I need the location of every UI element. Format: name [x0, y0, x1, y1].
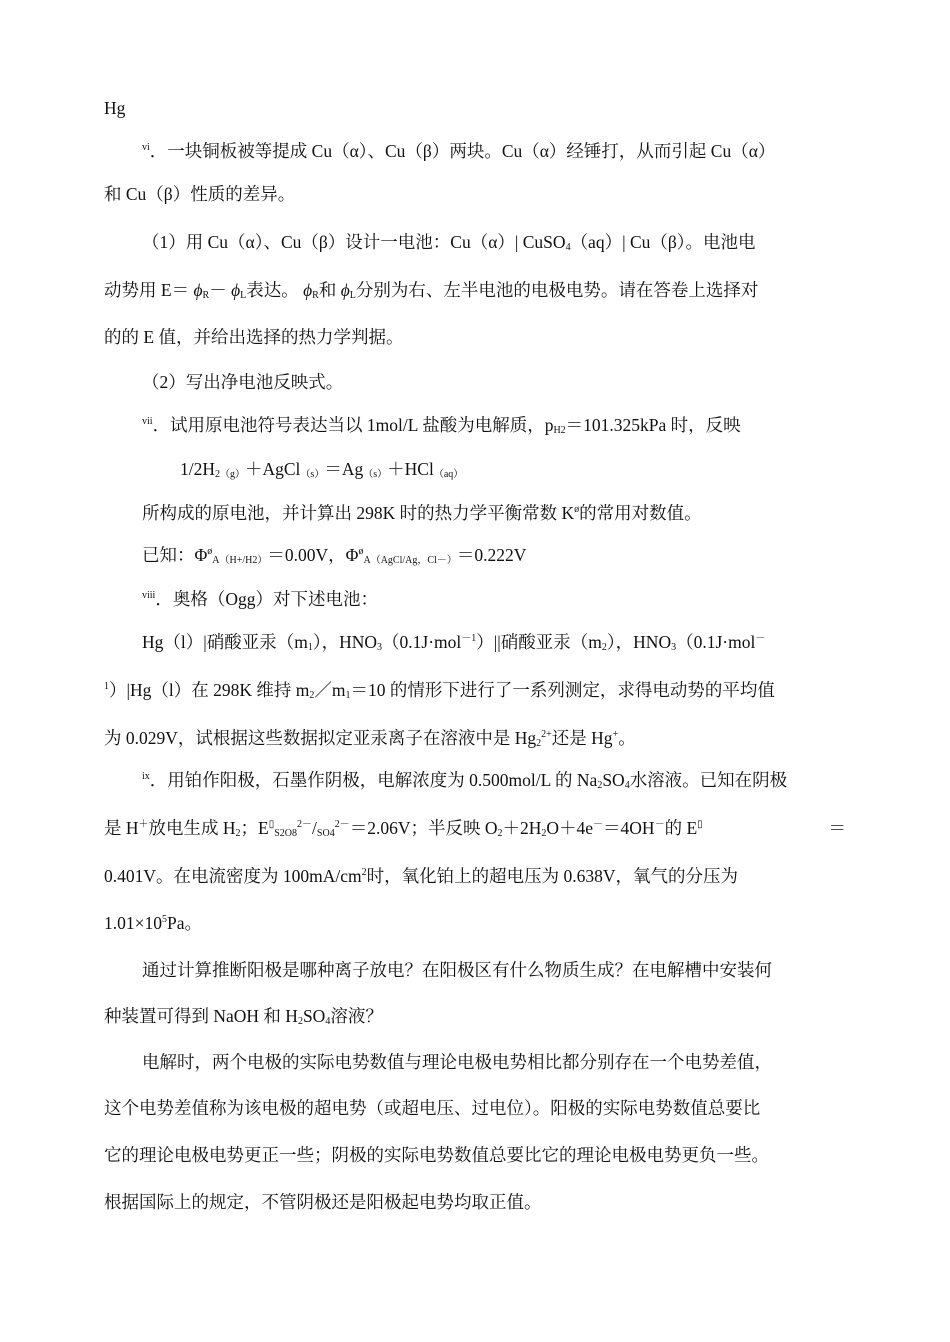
paragraph-line: 电解时，两个电极的实际电势数值与理论电极电势相比都分别存在一个电势差值， — [142, 1052, 772, 1072]
text: 的 E — [664, 818, 698, 838]
subscript: 4 — [325, 1016, 331, 1027]
text: 时，氧化铂上的超电压为 0.638V，氧气的分压为 — [366, 866, 739, 886]
subscript: 2 — [215, 469, 220, 480]
text: （1）用 Cu（α）、Cu（β）设计一电池：Cu（α）| CuSO — [142, 232, 566, 252]
text: ；E — [240, 818, 269, 838]
question-vi-line-1 — [142, 143, 775, 161]
text: Pa。 — [167, 913, 202, 933]
subscript: 2 — [309, 690, 315, 701]
text: 表达。 — [246, 280, 304, 300]
text: ／m — [314, 680, 346, 700]
text: 分别为右、左半电池的电极电势。请在答卷上选择对 — [355, 280, 759, 300]
text: － — [209, 280, 232, 300]
question-viii-line-3 — [104, 682, 775, 700]
roman-numeral: vi — [142, 142, 150, 153]
text: 。 — [618, 728, 636, 748]
text: ＋HCl — [387, 459, 434, 479]
text: ＝Ag — [324, 459, 364, 479]
paragraph-line: 它的理论电极电势更正一些；阴极的实际电势数值总要比它的理论电极电势更负一些。 — [104, 1145, 769, 1165]
subscript: R — [202, 290, 210, 301]
subscript: （AgCl/Ag，Cl－） — [370, 555, 457, 566]
known-values — [142, 547, 526, 565]
text: Hg（l）|硝酸亚汞（m — [142, 632, 308, 652]
question-viii-line-2 — [142, 634, 765, 652]
text-line: Hg — [104, 98, 126, 118]
subscript: 2 — [297, 1016, 303, 1027]
paragraph-line: 根据国际上的规定，不管阴极还是阳极起电势均取正值。 — [104, 1192, 542, 1212]
superscript: ▯ — [268, 819, 275, 830]
text: ＝0.00V，Φ — [267, 545, 359, 565]
text: ）|Hg（l）在 298K 维持 m — [109, 680, 310, 700]
text: ．一块铜板被等提成 Cu（α）、Cu（β）两块。Cu（α）经锤打，从而引起 Cu（α） — [149, 141, 776, 161]
text: / — [312, 818, 317, 838]
subscript: S2O8 — [274, 828, 298, 839]
subscript: 2 — [597, 780, 603, 791]
question-viii-line-1 — [142, 591, 378, 609]
subscript: 2 — [497, 828, 503, 839]
text: SO — [602, 770, 625, 790]
question-ix-line-2 — [104, 820, 846, 838]
text: 已知：Φ — [142, 545, 208, 565]
subscript: 2 — [541, 828, 547, 839]
phi-symbol: ϕ — [193, 280, 203, 300]
text: 溶液？ — [330, 1006, 383, 1026]
subscript: 3 — [671, 642, 677, 653]
superscript: －1 — [461, 633, 477, 644]
text: ．试用原电池符号表达当以 1mol/L 盐酸为电解质，p — [152, 415, 554, 435]
phi-symbol: ϕ — [303, 280, 313, 300]
superscript: + — [612, 729, 619, 740]
text: ），HNO — [606, 632, 672, 652]
subscript: 2 — [536, 738, 542, 749]
subscript: R — [312, 290, 319, 301]
text: 放电生成 H — [148, 818, 236, 838]
text: ＝2.06V；半反映 O — [349, 818, 498, 838]
superscript: ø — [207, 546, 213, 557]
question-vi-part1-line-2 — [104, 282, 758, 300]
question-vi-part1-line-1 — [142, 234, 756, 252]
text-segment — [104, 820, 703, 838]
paragraph-line: 通过计算推断阳极是哪种离子放电？在阳极区有什么物质生成？在电解槽中安装何 — [142, 960, 772, 980]
superscript: 2－ — [297, 819, 313, 830]
text: ＋AgCl — [245, 459, 301, 479]
superscript: ø — [358, 546, 364, 557]
subscript: 3 — [377, 642, 383, 653]
text: （0.1J·mol — [382, 632, 462, 652]
reaction-equation — [180, 461, 463, 479]
text: 为 0.029V，试根据这些数据拟定亚汞离子在溶液中是 Hg — [104, 728, 537, 748]
superscript: 2－ — [334, 819, 350, 830]
superscript: － — [593, 819, 604, 830]
subscript: 4 — [624, 780, 630, 791]
superscript: 2+ — [541, 729, 552, 740]
text: （aq）| Cu（β）。电池电 — [570, 232, 756, 252]
question-ix-line-1 — [142, 772, 787, 790]
roman-numeral: ix — [142, 771, 150, 782]
text: 1/2H — [180, 459, 215, 479]
text: ．用铂作阳极，石墨作阴极，电解浓度为 0.500mol/L 的 Na — [149, 770, 598, 790]
subscript: A — [363, 555, 371, 566]
text: 种装置可得到 NaOH 和 H — [104, 1006, 298, 1026]
paragraph-line — [104, 1008, 383, 1026]
paragraph-line: 这个电势差值称为该电极的超电势（或超电压、过电位）。阳极的实际电势数值总要比 — [104, 1098, 761, 1118]
subscript: 2 — [235, 828, 241, 839]
text: O＋4e — [546, 818, 594, 838]
superscript: ＋ — [138, 819, 149, 830]
text: ＝0.222V — [456, 545, 527, 565]
text: 水溶液。已知在阴极 — [629, 770, 788, 790]
text: ＝4OH — [603, 818, 655, 838]
text: 是 H — [104, 818, 139, 838]
question-ix-line-4 — [104, 915, 202, 933]
subscript: 1 — [345, 690, 351, 701]
subscript: H2 — [553, 425, 566, 436]
subscript: （g） — [220, 469, 245, 480]
subscript: （s） — [300, 469, 325, 480]
question-viii-line-4 — [104, 730, 636, 748]
subscript: 4 — [565, 242, 571, 253]
text: 还是 Hg — [551, 728, 613, 748]
subscript: （H+/H2） — [219, 555, 268, 566]
subscript: L — [240, 290, 247, 301]
text: ＝101.325kPa 时，反映 — [565, 415, 741, 435]
text: 和 — [318, 280, 341, 300]
question-vii-line-1 — [142, 417, 741, 435]
subscript: （aq） — [433, 469, 464, 480]
question-ix-line-3 — [104, 868, 738, 886]
text: 0.401V。在电流密度为 100mA/cm — [104, 866, 362, 886]
superscript: 1 — [104, 681, 109, 692]
roman-numeral: viii — [142, 590, 156, 601]
subscript: 2 — [601, 642, 607, 653]
text: 的常用对数值。 — [579, 503, 702, 523]
superscript: － — [654, 819, 665, 830]
text: 1.01×10 — [104, 913, 162, 933]
subscript: 1 — [307, 642, 313, 653]
text: ＝10 的情形下进行了一系列测定，求得电动势的平均值 — [350, 680, 775, 700]
text: ）||硝酸亚汞（m — [476, 632, 602, 652]
subscript: L — [349, 290, 356, 301]
text: 动势用 E＝ — [104, 280, 194, 300]
question-vii-line-3 — [142, 505, 702, 523]
roman-numeral: vii — [142, 416, 153, 427]
subscript: SO4 — [316, 828, 335, 839]
text: ＋2H — [502, 818, 542, 838]
superscript: ø — [574, 504, 580, 515]
text: SO — [302, 1006, 326, 1026]
subscript: （s） — [363, 469, 388, 480]
subscript: A — [212, 555, 220, 566]
question-vi-part1-line-3: 的的 E 值，并给出选择的热力学判据。 — [104, 327, 404, 347]
text: ），HNO — [312, 632, 378, 652]
question-vi-line-2: 和 Cu（β）性质的差异。 — [104, 184, 296, 204]
text: ．奥格（Ogg）对下述电池： — [155, 589, 378, 609]
superscript: － — [755, 633, 766, 644]
text: ＝ — [828, 818, 846, 838]
superscript: 5 — [162, 914, 167, 925]
question-vi-part2: （2）写出净电池反映式。 — [142, 372, 344, 392]
superscript: ▯ — [697, 819, 703, 830]
text: 所构成的原电池，并计算出 298K 时的热力学平衡常数 K — [142, 503, 575, 523]
phi-symbol: ϕ — [340, 280, 350, 300]
superscript: 2 — [361, 867, 367, 878]
phi-symbol: ϕ — [231, 280, 241, 300]
text: （0.1J·mol — [676, 632, 756, 652]
